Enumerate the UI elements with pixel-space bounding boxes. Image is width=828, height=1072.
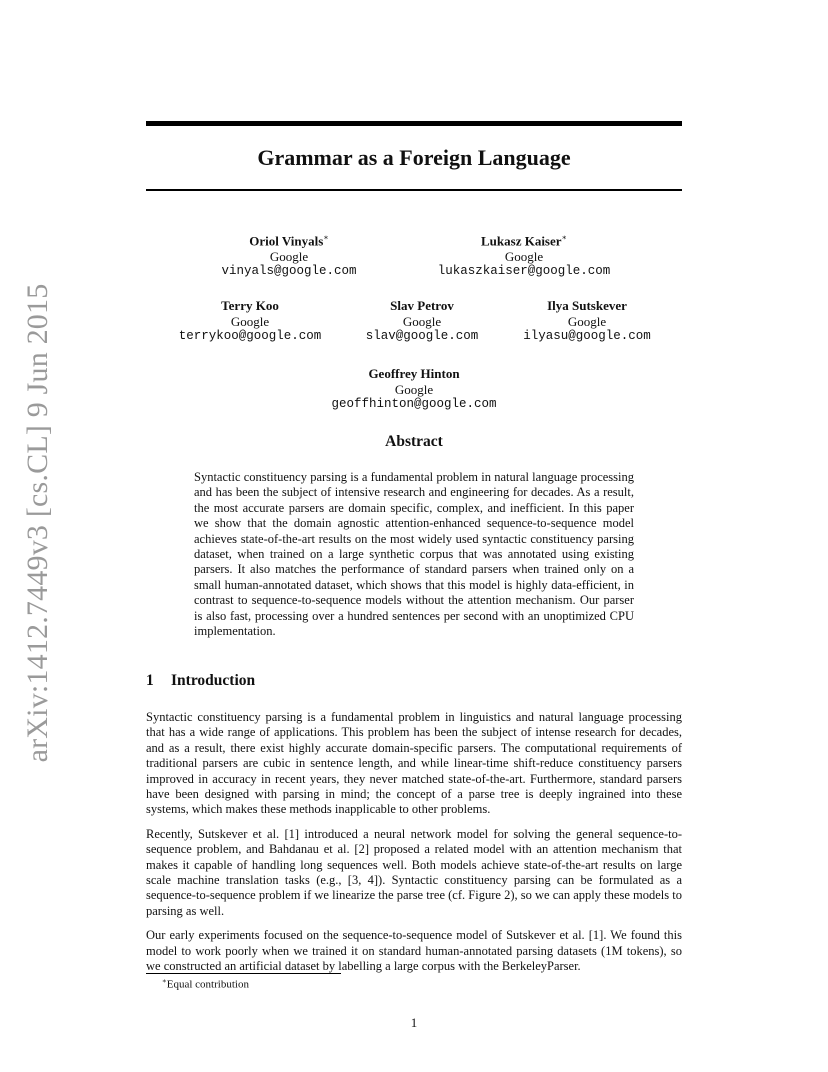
footnote-rule bbox=[146, 973, 341, 974]
author-email: lukaszkaiser@google.com bbox=[437, 264, 611, 279]
author-email: vinyals@google.com bbox=[221, 264, 357, 279]
author-block bbox=[204, 230, 374, 280]
page-number: 1 bbox=[410, 1015, 418, 1030]
paragraph: Our early experiments focused on the sequence-to-sequence model of Sutskever et al. [1]. We found this model to work poorly when we trained it on standard human-annotated parsing datasets (1M tokens), so we constructed an artificial dataset by labelling a large corpus with the BerkeleyParser. bbox=[146, 928, 682, 974]
author-block bbox=[414, 230, 634, 280]
section-title: Introduction bbox=[171, 672, 256, 689]
equal-contribution-mark: ∗ bbox=[561, 233, 567, 242]
footnote-text: Equal contribution bbox=[166, 978, 249, 991]
section-heading bbox=[146, 672, 255, 690]
author-affiliation: Google bbox=[504, 248, 544, 264]
abstract-heading: Abstract bbox=[385, 433, 443, 450]
title-top-rule bbox=[146, 121, 682, 126]
footnote-mark: ∗ bbox=[162, 977, 167, 985]
introduction-body bbox=[146, 710, 682, 984]
author-affiliation: Google bbox=[567, 313, 607, 329]
author-email: ilyasu@google.com bbox=[523, 329, 651, 343]
author-name: Geoffrey Hinton bbox=[368, 366, 460, 381]
section-number: 1 bbox=[146, 672, 154, 689]
author-affiliation: Google bbox=[269, 248, 309, 264]
author-name: Terry Koo bbox=[221, 298, 279, 313]
author-name: Ilya Sutskever bbox=[547, 298, 627, 313]
author-affiliation: Google bbox=[230, 313, 270, 329]
abstract-text: Syntactic constituency parsing is a fundamental problem in natural language processing and has been the subject of intensive research and engineering for decades. As a result, the most accurate parsers are domain specific, complex, and inefficient. In this paper we show that the domain agnostic attention-enhanced sequence-to-sequence model achieves state-of-the-art results on the most widely used syntactic constituency parsing dataset, when trained on a large synthetic corpus that was annotated using existing parsers. It also matches the performance of standard parsers when trained only on a small human-annotated dataset, which shows that this model is highly data-efficient, in contrast to sequence-to-sequence models without the attention mechanism. Our parser is also fast, processing over a hundred sentences per second with an unoptimized CPU implementation. bbox=[194, 470, 634, 639]
paragraph: Syntactic constituency parsing is a fundamental problem in linguistics and natural language processing that has a wide range of applications. This problem has been the subject of intense research for decades, and as a result, there exist highly accurate domain-specific parsers. The computational requirements of traditional parsers are cubic in sentence length, and while linear-time shift-reduce constituency parsers improved in accuracy in recent years, they never matched state-of-the-art. Furthermore, standard parsers have been designed with parsing in mind; the concept of a parse tree is deeply ingrained into these systems, which makes these methods inapplicable to other problems. bbox=[146, 710, 682, 817]
equal-contribution-mark: ∗ bbox=[323, 233, 329, 242]
author-name: Slav Petrov bbox=[390, 298, 454, 313]
paragraph: Recently, Sutskever et al. [1] introduced a neural network model for solving the general sequence-to-sequence problem, and Bahdanau et al. [2] proposed a related model with an attention mechanism that makes it capable of handling long sequences well. Both models achieve state-of-the-art results on large scale machine translation tasks (e.g., [3, 4]). Syntactic constituency parsing can be formulated as a sequence-to-sequence problem if we linearize the parse tree (cf. Figure 2), so we can apply these models to parsing as well. bbox=[146, 826, 682, 918]
author-email: terrykoo@google.com bbox=[178, 329, 322, 343]
author-affiliation: Google bbox=[394, 381, 434, 397]
arxiv-identifier: arXiv:1412.7449v3 [cs.CL] 9 Jun 2015 bbox=[21, 283, 54, 763]
paper-title: Grammar as a Foreign Language bbox=[257, 145, 571, 170]
title-bottom-rule bbox=[146, 189, 682, 191]
author-block bbox=[304, 366, 524, 413]
author-name: Lukasz Kaiser bbox=[481, 233, 562, 249]
author-block bbox=[502, 298, 672, 345]
author-name: Oriol Vinyals bbox=[249, 233, 324, 249]
author-block bbox=[160, 298, 340, 345]
author-affiliation: Google bbox=[402, 313, 442, 329]
footnote bbox=[162, 977, 249, 991]
author-email: slav@google.com bbox=[365, 329, 479, 343]
author-block bbox=[347, 298, 497, 345]
author-email: geoffhinton@google.com bbox=[331, 397, 497, 411]
